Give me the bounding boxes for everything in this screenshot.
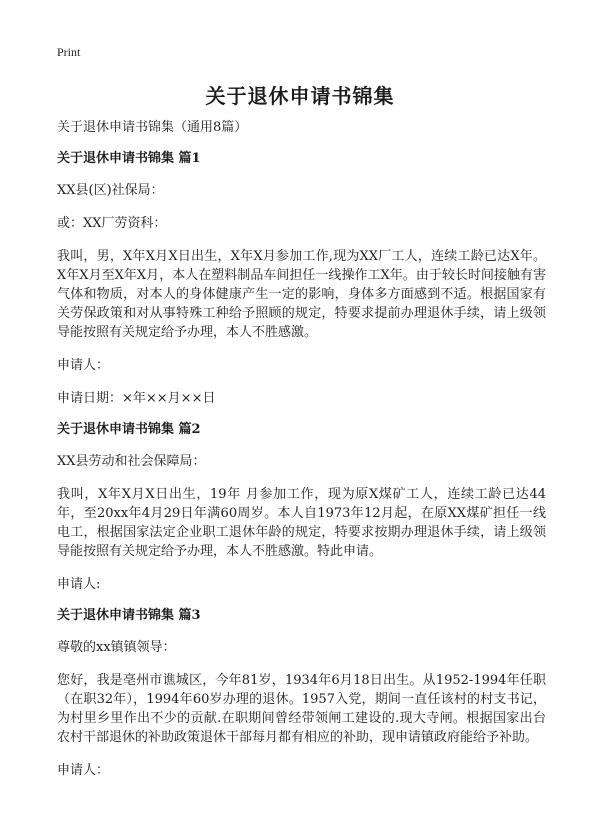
section-3-body: 您好，我是亳州市谯城区，今年81岁，1934年6月18日出生。从1952-1994年任职（在职32年），1994年60岁办理的退休。1957入党，期间一直任该村的村支书记，为村里乡里作出不少的贡献.在职期间曾经带领闸工建设的.现大寺闸。根据国家出台农村干部退休的补助政策退休干部每月都有相应的补助，现申请镇政府能给予补助。 [57, 673, 546, 745]
section-1-recipient: XX县(区)社保局： [57, 183, 164, 198]
section-1-applicant: 申请人： [57, 358, 110, 373]
section-3-recipient: 尊敬的xx镇镇领导： [57, 640, 176, 655]
print-link[interactable]: Print [57, 45, 81, 59]
section-1-cc: 或：XX厂劳资科： [57, 216, 167, 231]
section-2-body: 我叫，X年X月X日出生，19年 月参加工作，现为原X煤矿工人，连续工龄已达44年，至20xx年4月29日年满60周岁。本人自1973年12月起，在原XX煤矿担任一线电工，根据国家法定企业职工退休年龄的规定，特要求按期办理退休手续，请上级领导能按照有关规定给予办理，本人不胜感激。特此申请。 [57, 487, 546, 559]
section-1-body: 我叫，男，X年X月X日出生，X年X月参加工作,现为XX厂工人，连续工龄已达X年。X年X月至X年X月，本人在塑料制品车间担任一线操作工X年。由于较长时间接触有害气体和物质，对本人的身体健康产生一定的影响，身体多方面感到不适。根据国家有关劳保政策和对从事特殊工种给予照顾的规定，特要求提前办理退休手续，请上级领导能按照有关规定给予办理，本人不胜感激。 [57, 249, 546, 340]
section-1-date: 申请日期：×年××月××日 [57, 391, 216, 406]
document-intro: 关于退休申请书锦集（通用8篇） [57, 120, 248, 135]
section-2-applicant: 申请人: [57, 577, 101, 592]
section-heading-1: 关于退休申请书锦集 篇1 [57, 151, 201, 166]
section-heading-3: 关于退休申请书锦集 篇3 [57, 608, 201, 623]
section-3-applicant: 申请人： [57, 763, 110, 778]
section-heading-2: 关于退休申请书锦集 篇2 [57, 422, 201, 437]
page-title: 关于退休申请书锦集 [205, 84, 395, 108]
section-2-recipient: XX县劳动和社会保障局： [57, 454, 206, 469]
document-body [57, 118, 546, 794]
